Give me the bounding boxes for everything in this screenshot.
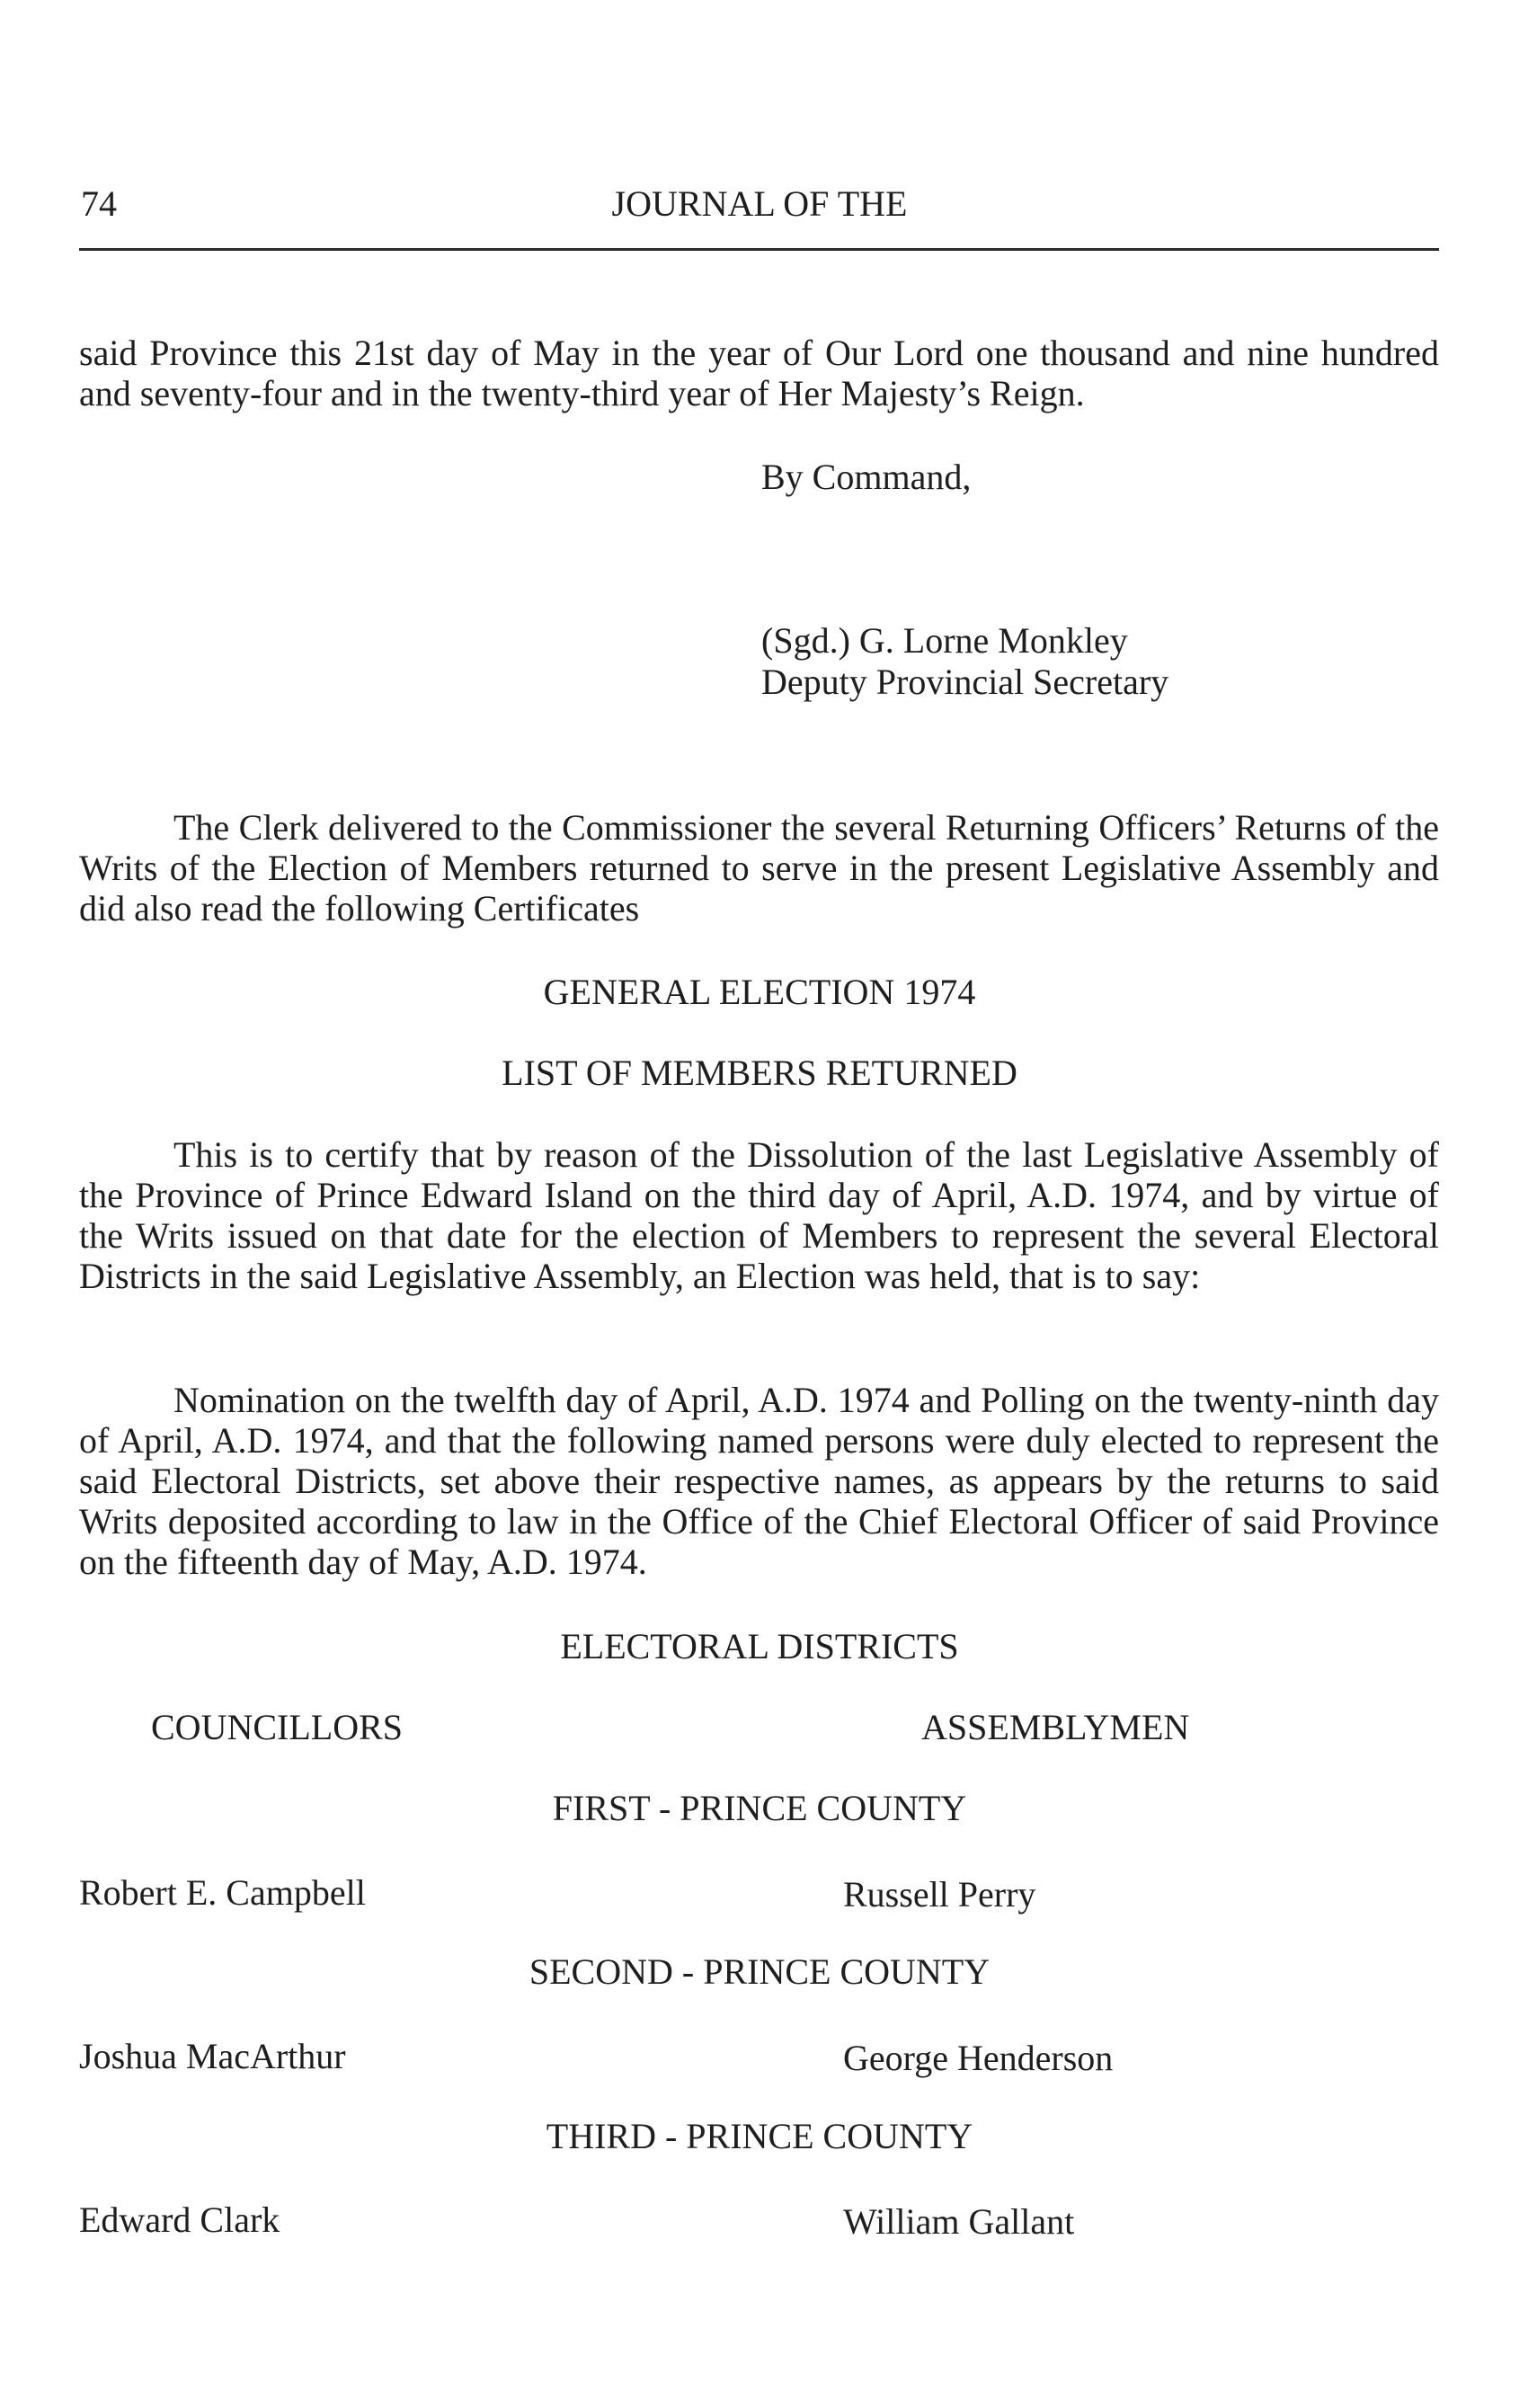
election-heading: GENERAL ELECTION 1974 [543, 972, 976, 1012]
assemblyman-name: Russell Perry [843, 1874, 1036, 1915]
assemblyman-name: William Gallant [843, 2201, 1075, 2242]
header-rule [79, 248, 1439, 251]
running-title: JOURNAL OF THE [611, 183, 908, 224]
by-command: By Command, [761, 457, 972, 497]
district-heading: FIRST - PRINCE COUNTY [552, 1788, 967, 1828]
certify-paragraph: This is to certify that by reason of the Dissolution of the last Legislative Assembly of the Province of Prince Edward Island on the third day of April, A.D. 1974, and by virtue of the Writs issued on that date for the election of Members to represent the several Electoral Districts in the said Legislative Assembly, an Election was held, that is to say: [79, 1134, 1439, 1296]
councillor-name: Robert E. Campbell [79, 1872, 366, 1913]
nomination-paragraph: Nomination on the twelfth day of April, A.D. 1974 and Polling on the twenty-ninth day of April, A.D. 1974, and that the following named persons were duly elected to represent the said Electoral Districts, set above their respective names, as appears by the returns to said Writs deposited according to law in the Office of the Chief Electoral Officer of said Province on the fifteenth day of May, A.D. 1974. [79, 1380, 1439, 1582]
councillor-name: Joshua MacArthur [79, 2036, 346, 2076]
intro-paragraph: said Province this 21st day of May in the year of Our Lord one thousand and nine hundred and seventy-four and in the twenty-third year of Her Majesty’s Reign. [79, 333, 1439, 413]
assemblymen-column-header: ASSEMBLYMEN [921, 1707, 1190, 1747]
page-number: 74 [81, 183, 117, 224]
districts-title: ELECTORAL DISTRICTS [560, 1626, 959, 1666]
assemblyman-name: George Henderson [843, 2038, 1114, 2078]
district-heading: THIRD - PRINCE COUNTY [546, 2116, 973, 2156]
councillor-name: Edward Clark [79, 2199, 280, 2240]
district-heading: SECOND - PRINCE COUNTY [529, 1951, 991, 1992]
councillors-column-header: COUNCILLORS [151, 1707, 404, 1747]
signed-title: Deputy Provincial Secretary [761, 662, 1169, 702]
signed-name: (Sgd.) G. Lorne Monkley [761, 620, 1128, 661]
list-heading: LIST OF MEMBERS RETURNED [502, 1053, 1017, 1093]
clerk-paragraph: The Clerk delivered to the Commissioner the several Returning Officers’ Returns of the Writs of the Election of Members returned to serve in the present Legislative Assembly and did also read the following Certificates [79, 807, 1439, 929]
